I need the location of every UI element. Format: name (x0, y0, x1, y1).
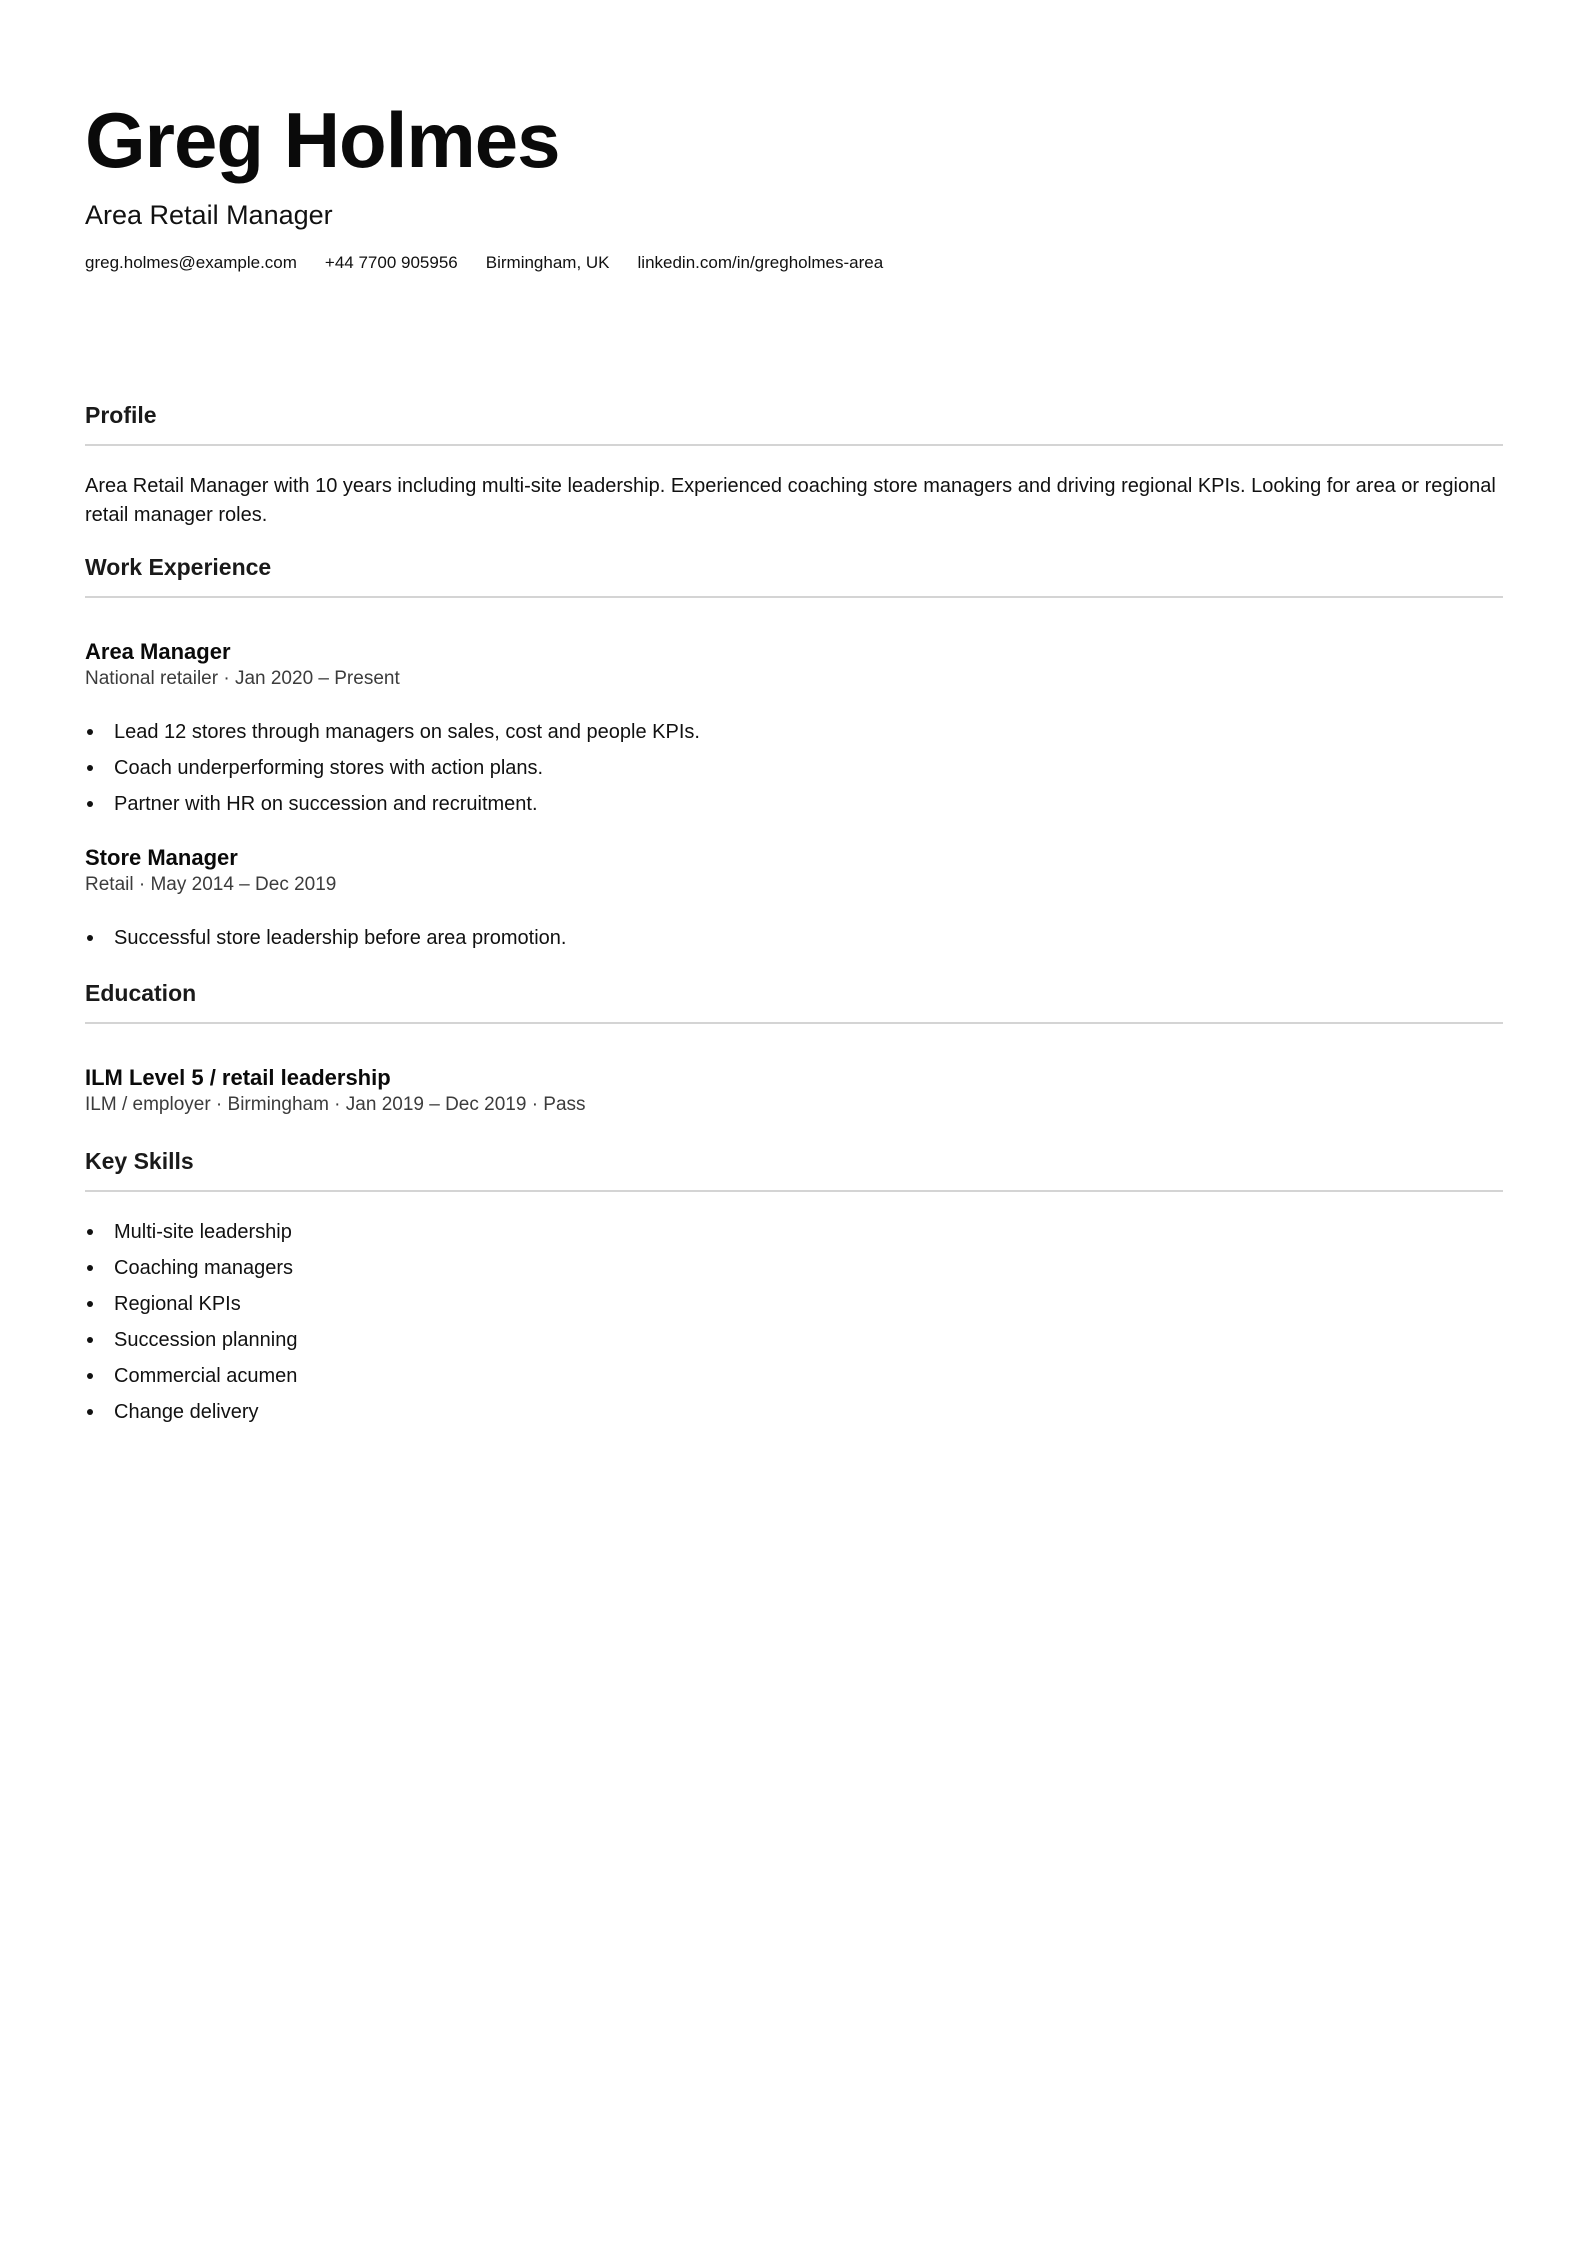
skill-item (85, 1286, 1503, 1322)
job-bullet-text: Coach underperforming stores with action plans. (114, 757, 544, 779)
bullet-dot-icon (87, 765, 93, 771)
skill-item (85, 1394, 1503, 1430)
skill-text: Commercial acumen (114, 1365, 298, 1387)
job-bullet-text: Lead 12 stores through managers on sales, cost and people KPIs. (114, 721, 700, 743)
job-bullet (85, 714, 1503, 750)
bullet-dot-icon (87, 729, 93, 735)
education-section (85, 978, 1503, 1118)
section-divider (85, 596, 1503, 598)
job-bullet (85, 920, 1503, 956)
contact-location: Birmingham, UK (485, 253, 610, 272)
resume-header (85, 96, 1503, 274)
section-heading-work-experience: Work Experience (85, 554, 272, 580)
job-bullet-text: Partner with HR on succession and recruitment. (114, 793, 538, 815)
job-bullet-text: Successful store leadership before area promotion. (114, 927, 567, 949)
job-bullet-list (85, 714, 1503, 822)
candidate-name: Greg Holmes (85, 96, 560, 184)
section-divider (85, 1022, 1503, 1024)
job-entry (85, 844, 1503, 956)
section-divider (85, 1190, 1503, 1192)
skill-item (85, 1250, 1503, 1286)
bullet-dot-icon (87, 1337, 93, 1343)
contact-email[interactable]: greg.holmes@example.com (85, 253, 297, 272)
skill-item (85, 1322, 1503, 1358)
bullet-dot-icon (87, 935, 93, 941)
bullet-dot-icon (87, 1301, 93, 1307)
bullet-dot-icon (87, 1409, 93, 1415)
skills-list (85, 1214, 1503, 1430)
education-meta: ILM / employer · Birmingham · Jan 2019 – Dec 2019 · Pass (85, 1094, 586, 1115)
job-bullet (85, 786, 1503, 822)
bullet-dot-icon (87, 1373, 93, 1379)
candidate-headline: Area Retail Manager (85, 200, 333, 230)
education-title: ILM Level 5 / retail leadership (85, 1065, 391, 1090)
contact-row (85, 252, 1503, 274)
work-experience-section (85, 552, 1503, 956)
job-meta: National retailer · Jan 2020 – Present (85, 668, 400, 689)
job-bullet (85, 750, 1503, 786)
skill-text: Succession planning (114, 1329, 298, 1351)
job-title: Area Manager (85, 639, 231, 664)
profile-section (85, 400, 1503, 530)
skill-item (85, 1214, 1503, 1250)
section-divider (85, 444, 1503, 446)
bullet-dot-icon (87, 1229, 93, 1235)
bullet-dot-icon (87, 1265, 93, 1271)
section-heading-profile: Profile (85, 402, 157, 428)
skill-text: Multi-site leadership (114, 1221, 292, 1243)
key-skills-section (85, 1146, 1503, 1430)
skill-item (85, 1358, 1503, 1394)
profile-summary: Area Retail Manager with 10 years including multi-site leadership. Experienced coaching store managers and driving regional KPIs. Looking for area or regional retail manager roles. (85, 475, 1496, 526)
section-heading-education: Education (85, 980, 197, 1006)
skill-text: Coaching managers (114, 1257, 293, 1279)
bullet-dot-icon (87, 801, 93, 807)
job-title: Store Manager (85, 845, 238, 870)
skill-text: Change delivery (114, 1401, 259, 1423)
job-bullet-list (85, 920, 1503, 956)
section-heading-key-skills: Key Skills (85, 1148, 194, 1174)
job-entry (85, 638, 1503, 822)
skill-text: Regional KPIs (114, 1293, 241, 1315)
job-meta: Retail · May 2014 – Dec 2019 (85, 874, 337, 895)
education-entry (85, 1064, 1503, 1118)
contact-linkedin[interactable]: linkedin.com/in/gregholmes-area (637, 253, 884, 272)
contact-phone[interactable]: +44 7700 905956 (324, 253, 458, 272)
